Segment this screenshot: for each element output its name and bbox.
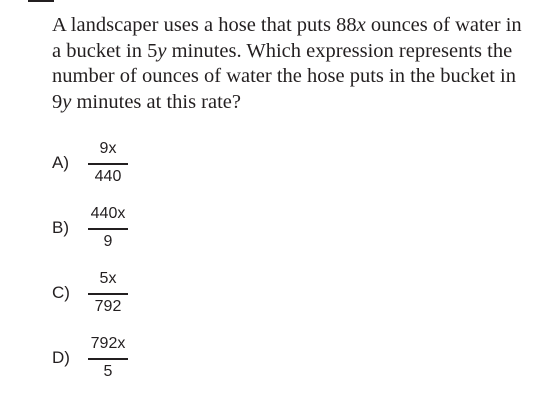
- answer-choice-b[interactable]: [52, 202, 252, 258]
- question-variable-x: x: [356, 14, 366, 36]
- choice-fraction: [84, 202, 132, 258]
- fraction-bar: [88, 293, 128, 295]
- fraction-denominator: 9: [103, 233, 113, 250]
- fraction-bar: [88, 163, 128, 165]
- fraction-numerator: 9x: [99, 140, 117, 157]
- fraction-numerator: 792x: [90, 335, 126, 352]
- question-variable-y: y: [157, 39, 167, 62]
- top-rule: [28, 0, 54, 2]
- answer-choice-a[interactable]: [52, 137, 252, 193]
- choice-fraction: [84, 267, 132, 323]
- fraction-numerator: 5x: [99, 270, 117, 287]
- choice-fraction: [84, 137, 132, 193]
- question-part-1: A landscaper uses a hose that puts 88: [52, 14, 357, 36]
- choice-letter: D): [52, 348, 70, 367]
- fraction-denominator: 792: [94, 298, 122, 315]
- fraction-denominator: 5: [103, 363, 113, 380]
- choice-letter: B): [52, 218, 69, 237]
- fraction-denominator: 440: [94, 168, 122, 185]
- question-text: [52, 13, 527, 115]
- fraction-bar: [88, 228, 128, 230]
- fraction-numerator: 440x: [90, 205, 126, 222]
- choice-letter: C): [52, 283, 70, 302]
- question-part-4: minutes at this rate?: [71, 90, 242, 113]
- fraction-bar: [88, 358, 128, 360]
- question-variable-y-2: y: [62, 90, 72, 113]
- choice-letter: A): [52, 153, 69, 172]
- answer-choice-d[interactable]: [52, 332, 252, 388]
- answer-choice-c[interactable]: [52, 267, 252, 323]
- question-part-2: ounces of water in a bucket in 5: [52, 14, 522, 62]
- choice-fraction: [84, 332, 132, 388]
- question-part-3: minutes. Which expression represents the number of ounces of water the hose puts in the bucket in 9: [52, 39, 516, 113]
